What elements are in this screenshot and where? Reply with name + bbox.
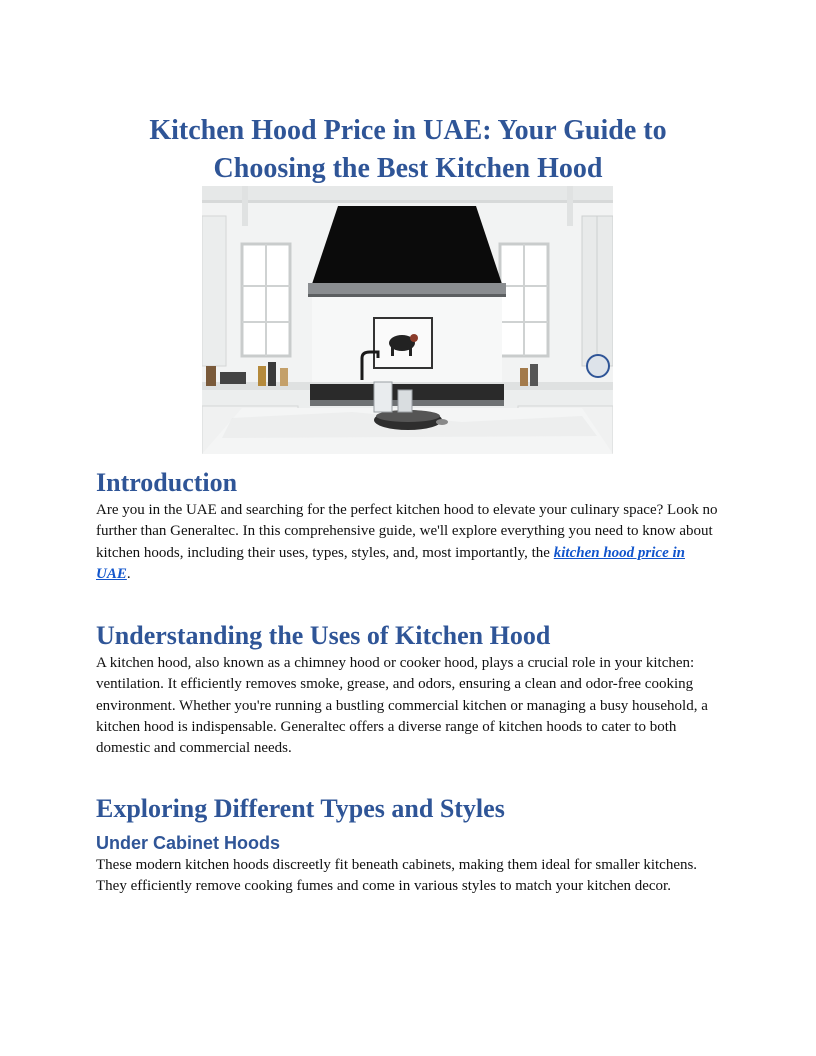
under-cabinet-heading: Under Cabinet Hoods [96, 833, 281, 853]
uses-heading: Understanding the Uses of Kitchen Hood [96, 621, 551, 650]
right-window [500, 244, 548, 356]
introduction-text: Are you in the UAE and searching for the perfect kitchen hood to elevate your culinary space? Look no further than Generaltec. In this comprehensive guide, we'll explore everything you need to know about kitchen hoods, including their uses, types, styles, and, most importantly, the [96, 502, 718, 561]
hood-body [312, 206, 502, 284]
under-cabinet-paragraph: These modern kitchen hoods discreetly fit beneath cabinets, making them ideal for smaller kitchens. They efficiently remove cooking fumes and come in various styles to match your kitchen decor. [96, 857, 698, 895]
introduction-text-end: . [126, 565, 131, 582]
introduction-heading: Introduction [96, 468, 238, 497]
introduction-paragraph [96, 500, 720, 585]
kitchen-hood-photo [202, 186, 613, 454]
page-title: Kitchen Hood Price in UAE: Your Guide to Choosing the Best Kitchen Hood [149, 115, 667, 184]
wall-art [374, 318, 432, 368]
left-window [242, 244, 290, 356]
uses-paragraph: A kitchen hood, also known as a chimney hood or cooker hood, plays a crucial role in your kitchen: ventilation. It efficiently removes smoke, grease, and odors, ensuring a clean and odor-free cooking environment. Whether you're running a bustling commercial kitchen or managing a busy household, a kitchen hood is indispensable. Generaltec offers a diverse range of kitchen hoods to cater to both domestic and commercial needs. [96, 655, 708, 757]
types-heading: Exploring Different Types and Styles [96, 794, 505, 823]
kitchen-illustration [202, 186, 613, 454]
kitchen-hood-price-link[interactable]: kitchen hood price in UAE [96, 544, 685, 582]
